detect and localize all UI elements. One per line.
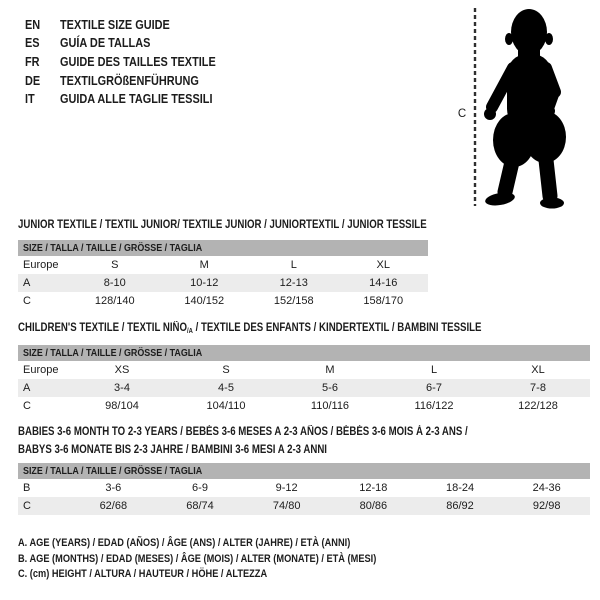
table-cell: 3-6: [105, 482, 122, 494]
table-cell: 4-5: [218, 382, 234, 394]
table-cell: 68/74: [186, 500, 214, 512]
table-title-part: BABYS 3-6 MONATE BIS 2-3 JAHRE / BAMBINI 3-6 MESI A 2-3 ANNI: [18, 444, 327, 456]
babies-size-table: [18, 463, 590, 515]
language-title-text: GUÍA DE TALLAS: [60, 35, 151, 51]
table-cell: 12-18: [359, 482, 388, 494]
size-header-bar: [18, 240, 428, 256]
footnote-text: B. AGE (MONTHS) / EDAD (MESES) / ÂGE (MOIS) / ALTER (MONATE) / ETÀ (MESI): [18, 552, 377, 565]
language-code: [25, 17, 60, 32]
table-title-text: [18, 441, 327, 459]
table-cell: L: [290, 259, 297, 271]
table-cell: 140/152: [184, 295, 225, 307]
table-cell: 6-9: [192, 482, 208, 494]
table-cell: 9-12: [275, 482, 298, 494]
footnote: [18, 553, 445, 569]
table-cell: XS: [114, 364, 130, 376]
size-header-label: SIZE / TALLA / TAILLE / GRÖSSE / TAGLIA: [23, 465, 203, 477]
table-title-text: [18, 319, 481, 341]
table-cell: 10-12: [190, 277, 219, 289]
table-cell: 74/80: [272, 500, 301, 512]
table-cell: 6-7: [426, 382, 442, 394]
language-code-text: FR: [25, 53, 40, 69]
language-title-text: TEXTILGRÖßENFÜHRUNG: [60, 72, 199, 88]
table-row-europe: [18, 256, 428, 274]
table-cell: 98/104: [105, 400, 139, 412]
junior-size-table: [18, 240, 428, 310]
row-label: C: [23, 500, 31, 512]
table-cell: 3-4: [114, 382, 130, 394]
babies-table-title: [18, 423, 553, 459]
language-title-list: [25, 15, 245, 108]
language-code-text: EN: [25, 16, 41, 32]
table-cell: 12-13: [279, 277, 308, 289]
table-title-part: CHILDREN'S TEXTILE / TEXTIL NIÑO: [18, 322, 188, 334]
language-row: [25, 89, 245, 108]
table-cell: 92/98: [532, 500, 561, 512]
table-cell: 24-36: [532, 482, 561, 494]
height-measure-label: C: [457, 108, 467, 120]
table-row-c: [18, 292, 428, 310]
language-code: [25, 54, 60, 69]
size-header-bar: [18, 463, 590, 479]
row-label: Europe: [23, 259, 59, 271]
language-title: [60, 73, 225, 88]
language-row: [25, 34, 245, 53]
table-row-b: [18, 479, 590, 497]
table-title-line: [18, 423, 553, 441]
footnotes: [18, 537, 445, 584]
language-title-text: TEXTILE SIZE GUIDE: [60, 16, 170, 32]
table-title-part: BABIES 3-6 MONTH TO 2-3 YEARS / BEBÉS 3-6 MESES A 2-3 AÑOS / BÉBÉS 3-6 MOIS À 2-3 ANS /: [18, 426, 468, 438]
row-label: A: [23, 382, 31, 394]
table-cell: 80/86: [359, 500, 388, 512]
table-cell: 7-8: [530, 382, 546, 394]
footnote: [18, 537, 445, 553]
language-title-text: GUIDA ALLE TAGLIE TESSILI: [60, 91, 213, 107]
row-label: A: [23, 277, 31, 289]
language-title-text: GUIDE DES TAILLES TEXTILE: [60, 53, 216, 69]
language-title: [60, 17, 191, 32]
row-label: C: [23, 295, 31, 307]
children-size-table: [18, 345, 590, 415]
table-cell: 86/92: [446, 500, 474, 512]
table-cell: M: [325, 364, 335, 376]
table-cell: M: [199, 259, 209, 271]
language-code: [25, 35, 60, 50]
footnote-text: A. AGE (YEARS) / EDAD (AÑOS) / ÂGE (ANS) / ALTER (JAHRE) / ETÀ (ANNI): [18, 537, 351, 549]
junior-table-title: [18, 216, 504, 234]
table-row-a: [18, 379, 590, 397]
footnote-text: C. (cm) HEIGHT / ALTURA / HAUTEUR / HÖHE / ALTEZZA: [18, 568, 268, 581]
language-title: [60, 35, 168, 50]
table-row-a: [18, 274, 428, 292]
table-cell: 128/140: [94, 295, 135, 307]
table-title-line: [18, 216, 504, 234]
size-header-bar: [18, 345, 590, 361]
footnote: [18, 568, 445, 584]
language-code: [25, 73, 60, 88]
table-cell: 62/68: [99, 500, 128, 512]
row-label: Europe: [23, 364, 59, 376]
table-cell: XL: [531, 364, 545, 376]
table-title-text: [18, 423, 468, 441]
table-title-part: JUNIOR TEXTILE / TEXTIL JUNIOR/ TEXTILE JUNIOR / JUNIORTEXTIL / JUNIOR TESSILE: [18, 219, 427, 231]
language-code: [25, 91, 60, 106]
table-cell: 122/128: [518, 400, 558, 412]
table-row-europe: [18, 361, 590, 379]
table-cell: 158/170: [363, 295, 404, 307]
table-cell: 152/158: [273, 295, 314, 307]
table-cell: L: [430, 364, 438, 376]
table-cell: S: [111, 259, 119, 271]
language-row: [25, 52, 245, 71]
table-title-text: [18, 216, 427, 234]
baby-silhouette-icon: [450, 2, 590, 214]
size-header-label: SIZE / TALLA / TAILLE / GRÖSSE / TAGLIA: [23, 242, 203, 254]
table-cell: 104/110: [206, 400, 246, 412]
table-cell: 18-24: [445, 482, 475, 494]
table-cell: 116/122: [414, 400, 454, 412]
table-cell: 14-16: [369, 277, 398, 289]
language-title: [60, 91, 242, 106]
language-row: [25, 15, 245, 34]
table-cell: S: [222, 364, 230, 376]
size-header-label: SIZE / TALLA / TAILLE / GRÖSSE / TAGLIA: [23, 347, 203, 359]
children-table-title: [18, 319, 570, 337]
language-code-text: IT: [25, 91, 35, 107]
table-row-c: [18, 497, 590, 515]
table-cell: 5-6: [322, 382, 338, 394]
baby-silhouette-shape: [484, 9, 566, 209]
height-figure: [450, 2, 590, 214]
row-label: C: [23, 400, 31, 412]
language-code-text: DE: [25, 72, 41, 88]
table-title-line: [18, 441, 553, 459]
table-title-part: /A: [187, 328, 193, 335]
table-row-c: [18, 397, 590, 415]
table-cell: XL: [376, 259, 390, 271]
language-code-text: ES: [25, 35, 40, 51]
table-title-part: / TEXTILE DES ENFANTS / KINDERTEXTIL / BAMBINI TESSILE: [192, 322, 482, 334]
table-title-line: [18, 319, 570, 337]
language-row: [25, 71, 245, 90]
table-cell: 110/116: [310, 400, 350, 412]
language-title: [60, 54, 245, 69]
row-label: B: [23, 482, 31, 494]
table-cell: 8-10: [103, 277, 126, 289]
